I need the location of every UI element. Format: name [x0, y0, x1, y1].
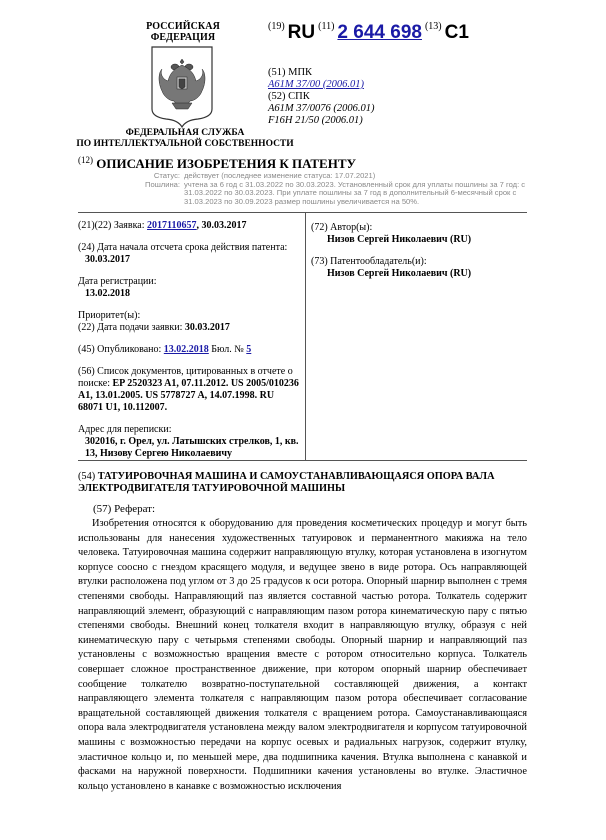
- inid-code-19: (19): [268, 21, 285, 32]
- status-value: действует (последнее изменение статуса: 17.07.2021): [184, 171, 376, 180]
- published-date-link[interactable]: 13.02.2018: [163, 344, 209, 355]
- cpc-value-2: F16H 21/50 (2006.01): [268, 115, 363, 126]
- published-row: [78, 344, 300, 356]
- federal-service-line2: ПО ИНТЕЛЛЕКТУАЛЬНОЙ СОБСТВЕННОСТИ: [76, 139, 294, 149]
- inid-code-11: (11): [318, 21, 335, 32]
- inid-code-12: (12): [78, 155, 93, 165]
- term-start-label: (24) Дата начала отсчета срока действия патента:: [78, 242, 288, 253]
- filing-value: 30.03.2017: [184, 322, 230, 333]
- kind-code: C1: [444, 22, 469, 43]
- author-value: Низов Сергей Николаевич (RU): [327, 234, 472, 245]
- federal-service-line1: ФЕДЕРАЛЬНАЯ СЛУЖБА: [125, 128, 245, 138]
- bibliographic-left-column: [78, 220, 300, 460]
- application-number-link[interactable]: 2017110657: [147, 220, 197, 231]
- cited-value: EP 2520323 A1, 07.11.2012. US 2005/010236 A1, 13.01.2005. US 5778727 A, 14.07.1998. RU 68071 U1, 10.112007.: [78, 378, 299, 413]
- bottom-rule: [78, 460, 527, 461]
- inid-code-54: (54): [78, 471, 96, 482]
- top-rule: [78, 212, 527, 213]
- cpc-label: (52) СПК: [268, 91, 310, 102]
- cited-label: (56) Список документов, цитированных в отчете о поиске:: [78, 366, 293, 389]
- owner-label: (73) Патентообладатель(и):: [311, 256, 427, 267]
- address-value: 302016, г. Орел, ул. Латышских стрелков, 1, кв. 13, Низову Сергею Николаевичу: [85, 436, 299, 459]
- russian-coat-of-arms-icon: [148, 43, 216, 129]
- bulletin-label: Бюл. №: [211, 344, 244, 355]
- patent-number-line: [268, 22, 469, 44]
- term-start-value: 30.03.2017: [85, 254, 130, 265]
- invention-title-text: ТАТУИРОВОЧНАЯ МАШИНА И САМОУСТАНАВЛИВАЮЩАЯСЯ ОПОРА ВАЛА ЭЛЕКТРОДВИГАТЕЛЯ ТАТУИРОВОЧНОЙ МАШИНЫ: [78, 471, 495, 494]
- abstract-heading: (57) Реферат:: [93, 503, 156, 515]
- filing-label: (22) Дата подачи заявки:: [78, 322, 183, 333]
- address-label: Адрес для переписки:: [78, 424, 172, 435]
- registration-value: 13.02.2018: [85, 288, 130, 299]
- invention-title: [78, 471, 528, 495]
- priority-label: Приоритет(ы):: [78, 310, 141, 321]
- application-date: , 30.03.2017: [196, 220, 247, 231]
- inid-code-13: (13): [424, 21, 442, 32]
- bibliographic-right-column: [311, 222, 526, 280]
- application-row: [78, 220, 300, 232]
- application-label: (21)(22) Заявка:: [78, 220, 145, 231]
- bulletin-number-link[interactable]: 5: [246, 344, 252, 355]
- federal-service-name: [70, 128, 300, 150]
- ipc-label: (51) МПК: [268, 67, 313, 78]
- document-title: [78, 156, 356, 172]
- cpc-value-1: A61M 37/0076 (2006.01): [268, 103, 375, 114]
- fee-label: Пошлина:: [145, 179, 180, 189]
- status-label: Статус:: [153, 171, 180, 180]
- country-name: РОССИЙСКАЯ ФЕДЕРАЦИЯ: [146, 21, 220, 43]
- cited-docs: [78, 366, 300, 414]
- abstract-text: Изобретения относятся к оборудованию для проведения косметических процедур и могут быть использованы для нанесения художественных татуировок и перманентного макияжа на тело человека. Татуировочная машина содержит направляющую втулку, которая установлена в изогнутом корпусе соосно с гнездом красящего модуля, и ведущее звено в виде ротора. Ось направляющей втулки расположена под углом от 3 до 25 градусов к оси ротора. Опорный шарнир выполнен с тремя степенями свободы. Направляющий паз является составной частью ротора. Толкатель содержит направляющий элемент, образующий с направляющим пазом ротора кинематическую пару с пятью степенями свободы. Внешний конец толкателя входит в направляющую втулку, образуя с ней кинематическую пару с четырьмя степенями свободы. Опорный шарнир и направляющий паз установлены с возможностью вращения вместе с ротором относительно корпуса. Толкатель совершает сложное пространственное движение, при котором опорный шарнир обеспечивает сообщение толкателю возвратно-поступательной составляющей движения, а контакт направляющего элемента толкателя с направляющим пазом ротора обеспечивает согласование вращательной составляющей движения толкателя с вращением ротора. Самоустанавливающаяся опора вала электродвигателя установлена между валом электродвигателя и корпусом татуировочной машины с возможностью передачи на корпус осевых и радиальных нагрузок, содержит втулку, эластичное кольцо и, по меньшей мере, два подшипника качения. Втулка выполнена с канавкой и фасками на наружной поверхности. Подшипники качения установлены во втулке. Эластичное кольцо установлено в канавке с возможностью исключения: [78, 518, 527, 792]
- published-label: (45) Опубликовано:: [78, 344, 162, 355]
- filing-row: [78, 322, 300, 334]
- column-divider: [305, 212, 306, 460]
- patent-number-link[interactable]: 2 644 698: [337, 22, 422, 43]
- fee-value: учтена за 6 год с 31.03.2022 по 30.03.2023. Установленный срок для уплаты пошлины за 7 год: с 31.03.2022 по 30.03.2023. При уплате пошлины за 7 год в дополнительный 6-месячный срок с 31.03.2023 по 30.09.2023 размер пошлины увеличивается на 50%.: [184, 179, 526, 206]
- country-code: RU: [287, 22, 316, 43]
- registration-label: Дата регистрации:: [78, 276, 157, 287]
- document-title-text: ОПИСАНИЕ ИЗОБРЕТЕНИЯ К ПАТЕНТУ: [96, 156, 357, 171]
- classification-block: [268, 67, 374, 127]
- author-label: (72) Автор(ы):: [311, 222, 373, 233]
- owner-value: Низов Сергей Николаевич (RU): [327, 268, 472, 279]
- ipc-link[interactable]: A61M 37/00 (2006.01): [268, 79, 364, 90]
- status-block: [130, 172, 530, 206]
